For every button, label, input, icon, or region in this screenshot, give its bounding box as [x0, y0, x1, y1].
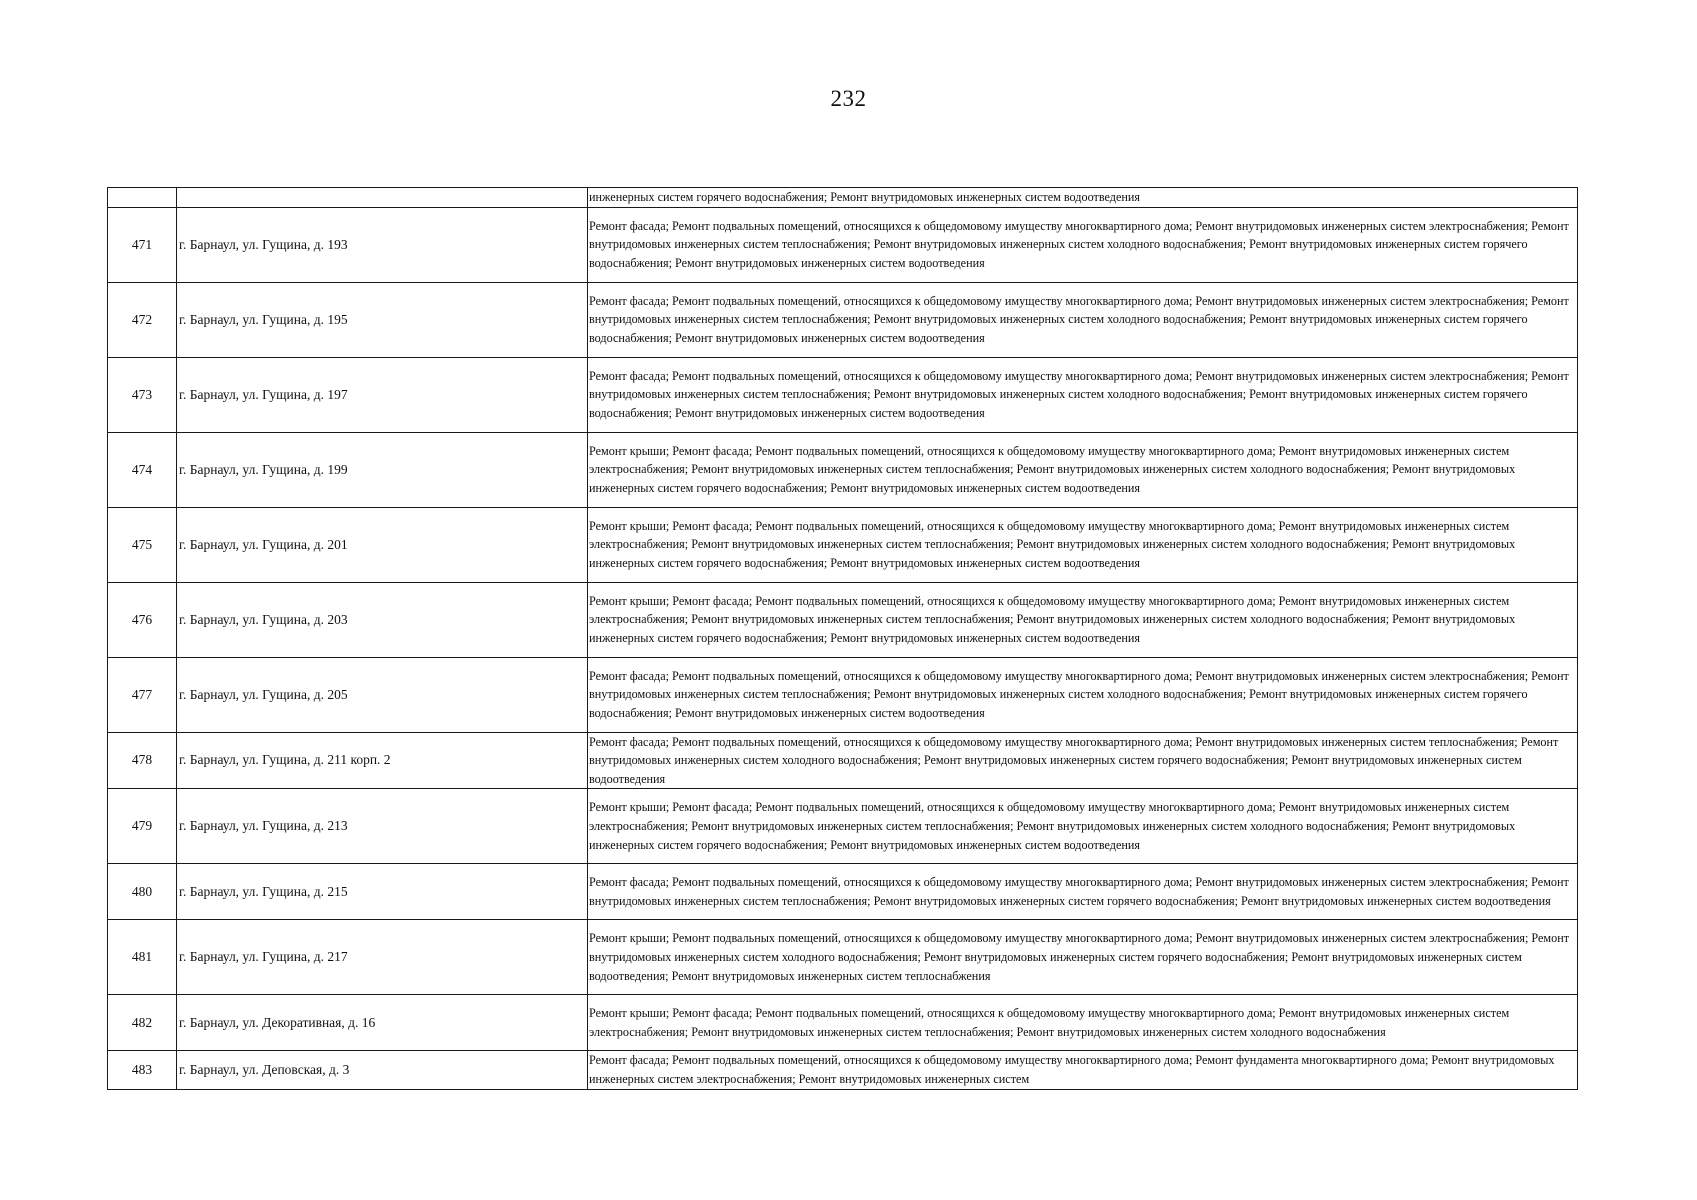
table-row [108, 357, 1578, 432]
table-row [108, 920, 1578, 995]
row-works: Ремонт фасада; Ремонт подвальных помещений, относящихся к общедомовому имуществу многоквартирного дома; Ремонт внутридомовых инженерных систем электроснабжения; Ремонт внутридомовых инженерных систем теплоснабжения; Ремонт внутридомовых инженерных систем холодного водоснабжения; Ремонт внутридомовых инженерных систем горячего водоснабжения; Ремонт внутридомовых инженерных систем водоотведения [588, 207, 1578, 282]
row-address: г. Барнаул, ул. Деповская, д. 3 [177, 1051, 588, 1089]
table-row [108, 1051, 1578, 1089]
row-works: Ремонт крыши; Ремонт фасада; Ремонт подвальных помещений, относящихся к общедомовому имуществу многоквартирного дома; Ремонт внутридомовых инженерных систем электроснабжения; Ремонт внутридомовых инженерных систем теплоснабжения; Ремонт внутридомовых инженерных систем холодного водоснабжения; Ремонт внутридомовых инженерных систем горячего водоснабжения; Ремонт внутридомовых инженерных систем водоотведения [588, 789, 1578, 864]
row-number: 479 [108, 789, 177, 864]
table-row [108, 582, 1578, 657]
row-number: 482 [108, 995, 177, 1051]
row-address: г. Барнаул, ул. Гущина, д. 199 [177, 432, 588, 507]
table-row [108, 507, 1578, 582]
row-address: г. Барнаул, ул. Гущина, д. 205 [177, 657, 588, 732]
row-number: 475 [108, 507, 177, 582]
row-works: Ремонт крыши; Ремонт фасада; Ремонт подвальных помещений, относящихся к общедомовому имуществу многоквартирного дома; Ремонт внутридомовых инженерных систем электроснабжения; Ремонт внутридомовых инженерных систем теплоснабжения; Ремонт внутридомовых инженерных систем холодного водоснабжения; Ремонт внутридомовых инженерных систем горячего водоснабжения; Ремонт внутридомовых инженерных систем водоотведения [588, 582, 1578, 657]
row-address: г. Барнаул, ул. Гущина, д. 203 [177, 582, 588, 657]
row-address: г. Барнаул, ул. Гущина, д. 217 [177, 920, 588, 995]
row-address: г. Барнаул, ул. Гущина, д. 215 [177, 864, 588, 920]
table-row [108, 188, 1578, 208]
row-works: инженерных систем горячего водоснабжения; Ремонт внутридомовых инженерных систем водоотведения [588, 188, 1578, 208]
table-row [108, 432, 1578, 507]
row-number: 472 [108, 282, 177, 357]
row-number: 480 [108, 864, 177, 920]
row-number: 471 [108, 207, 177, 282]
row-works: Ремонт крыши; Ремонт фасада; Ремонт подвальных помещений, относящихся к общедомовому имуществу многоквартирного дома; Ремонт внутридомовых инженерных систем электроснабжения; Ремонт внутридомовых инженерных систем теплоснабжения; Ремонт внутридомовых инженерных систем холодного водоснабжения; Ремонт внутридомовых инженерных систем горячего водоснабжения; Ремонт внутридомовых инженерных систем водоотведения [588, 432, 1578, 507]
row-address: г. Барнаул, ул. Гущина, д. 197 [177, 357, 588, 432]
row-works: Ремонт фасада; Ремонт подвальных помещений, относящихся к общедомовому имуществу многоквартирного дома; Ремонт внутридомовых инженерных систем теплоснабжения; Ремонт внутридомовых инженерных систем холодного водоснабжения; Ремонт внутридомовых инженерных систем горячего водоснабжения; Ремонт внутридомовых инженерных систем водоотведения [588, 732, 1578, 789]
row-number: 473 [108, 357, 177, 432]
row-number: 476 [108, 582, 177, 657]
table-row [108, 207, 1578, 282]
row-number [108, 188, 177, 208]
row-address: г. Барнаул, ул. Гущина, д. 195 [177, 282, 588, 357]
table-row [108, 657, 1578, 732]
row-works: Ремонт фасада; Ремонт подвальных помещений, относящихся к общедомовому имуществу многоквартирного дома; Ремонт внутридомовых инженерных систем электроснабжения; Ремонт внутридомовых инженерных систем теплоснабжения; Ремонт внутридомовых инженерных систем холодного водоснабжения; Ремонт внутридомовых инженерных систем горячего водоснабжения; Ремонт внутридомовых инженерных систем водоотведения [588, 282, 1578, 357]
table-row [108, 282, 1578, 357]
row-works: Ремонт крыши; Ремонт подвальных помещений, относящихся к общедомовому имуществу многоквартирного дома; Ремонт внутридомовых инженерных систем электроснабжения; Ремонт внутридомовых инженерных систем холодного водоснабжения; Ремонт внутридомовых инженерных систем горячего водоснабжения; Ремонт внутридомовых инженерных систем водоотведения; Ремонт внутридомовых инженерных систем теплоснабжения [588, 920, 1578, 995]
row-number: 478 [108, 732, 177, 789]
page-number: 232 [830, 86, 867, 111]
row-works: Ремонт фасада; Ремонт подвальных помещений, относящихся к общедомовому имуществу многоквартирного дома; Ремонт внутридомовых инженерных систем электроснабжения; Ремонт внутридомовых инженерных систем теплоснабжения; Ремонт внутридомовых инженерных систем холодного водоснабжения; Ремонт внутридомовых инженерных систем горячего водоснабжения; Ремонт внутридомовых инженерных систем водоотведения [588, 357, 1578, 432]
row-address: г. Барнаул, ул. Гущина, д. 201 [177, 507, 588, 582]
row-address: г. Барнаул, ул. Гущина, д. 193 [177, 207, 588, 282]
row-works: Ремонт крыши; Ремонт фасада; Ремонт подвальных помещений, относящихся к общедомовому имуществу многоквартирного дома; Ремонт внутридомовых инженерных систем электроснабжения; Ремонт внутридомовых инженерных систем теплоснабжения; Ремонт внутридомовых инженерных систем холодного водоснабжения [588, 995, 1578, 1051]
repair-table [107, 187, 1578, 1090]
row-number: 483 [108, 1051, 177, 1089]
row-works: Ремонт фасада; Ремонт подвальных помещений, относящихся к общедомовому имуществу многоквартирного дома; Ремонт внутридомовых инженерных систем электроснабжения; Ремонт внутридомовых инженерных систем теплоснабжения; Ремонт внутридомовых инженерных систем холодного водоснабжения; Ремонт внутридомовых инженерных систем горячего водоснабжения; Ремонт внутридомовых инженерных систем водоотведения [588, 657, 1578, 732]
table-row [108, 789, 1578, 864]
table-row [108, 732, 1578, 789]
table-row [108, 995, 1578, 1051]
row-number: 481 [108, 920, 177, 995]
row-works: Ремонт фасада; Ремонт подвальных помещений, относящихся к общедомовому имуществу многоквартирного дома; Ремонт фундамента многоквартирного дома; Ремонт внутридомовых инженерных систем электроснабжения; Ремонт внутридомовых инженерных систем [588, 1051, 1578, 1089]
row-address: г. Барнаул, ул. Гущина, д. 211 корп. 2 [177, 732, 588, 789]
table-row [108, 864, 1578, 920]
row-address [177, 188, 588, 208]
row-address: г. Барнаул, ул. Декоративная, д. 16 [177, 995, 588, 1051]
row-works: Ремонт фасада; Ремонт подвальных помещений, относящихся к общедомовому имуществу многоквартирного дома; Ремонт внутридомовых инженерных систем электроснабжения; Ремонт внутридомовых инженерных систем теплоснабжения; Ремонт внутридомовых инженерных систем горячего водоснабжения; Ремонт внутридомовых инженерных систем водоотведения [588, 864, 1578, 920]
row-address: г. Барнаул, ул. Гущина, д. 213 [177, 789, 588, 864]
row-works: Ремонт крыши; Ремонт фасада; Ремонт подвальных помещений, относящихся к общедомовому имуществу многоквартирного дома; Ремонт внутридомовых инженерных систем электроснабжения; Ремонт внутридомовых инженерных систем теплоснабжения; Ремонт внутридомовых инженерных систем холодного водоснабжения; Ремонт внутридомовых инженерных систем горячего водоснабжения; Ремонт внутридомовых инженерных систем водоотведения [588, 507, 1578, 582]
row-number: 477 [108, 657, 177, 732]
row-number: 474 [108, 432, 177, 507]
